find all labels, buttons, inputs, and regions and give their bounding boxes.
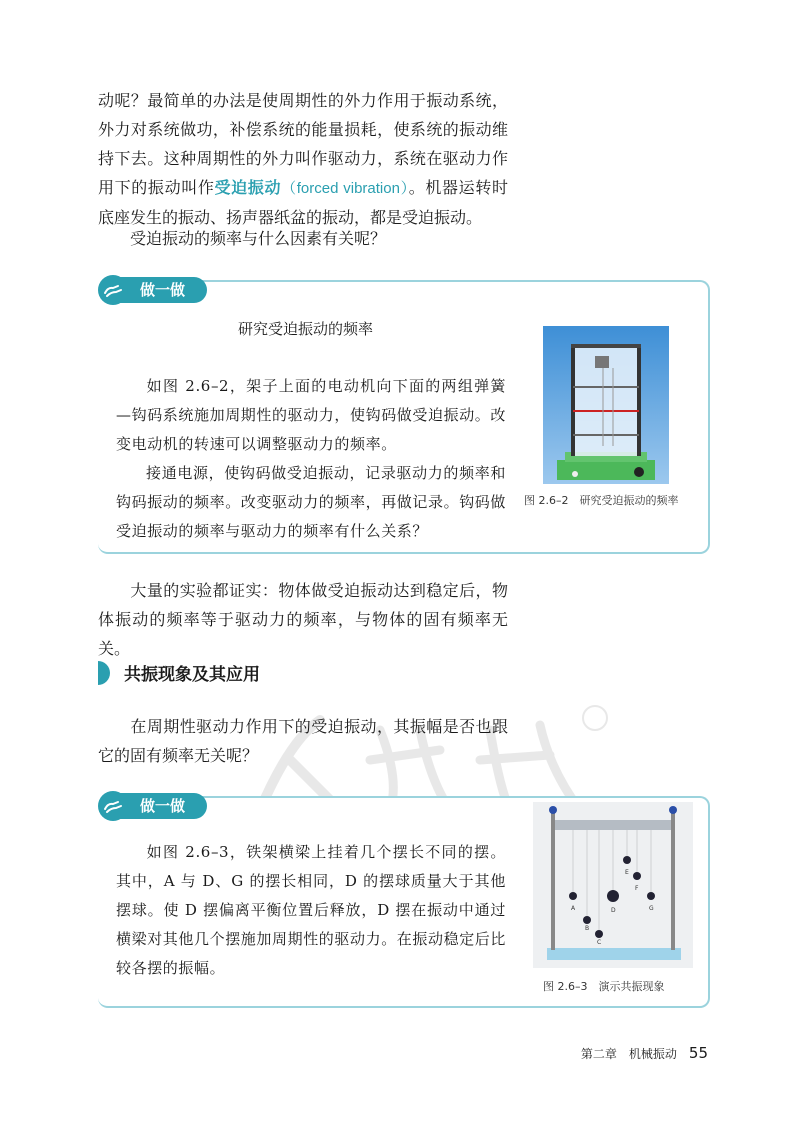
ball-label-g: G	[649, 905, 654, 912]
intro-text-after: 。机器运转时底座发生的振动、扬声器纸盆的振动，都是受迫振动。	[98, 178, 508, 227]
activity2-paragraph-1	[116, 838, 506, 983]
page-footer	[581, 1044, 708, 1062]
activity1-paragraph-1	[116, 372, 506, 459]
ball-label-e: E	[625, 869, 629, 876]
activity1-p2-text: 接通电源，使钩码做受迫振动，记录驱动力的频率和钩码振动的频率。改变驱动力的频率，再做记录。钩码做受迫振动的频率与驱动力的频率有什么关系？	[116, 464, 507, 540]
figure-2-6-2-caption: 图 2.6–2 研究受迫振动的频率	[524, 494, 679, 507]
intro-question	[98, 224, 508, 253]
activity2-p1-text: 如图 2.6–3，铁架横梁上挂着几个摆长不同的摆。其中，A 与 D、G 的摆长相同，D 的摆球质量大于其他摆球。使 D 摆偏离平衡位置后释放，D 摆在振动中通过横梁对其他几个摆施加周期性的驱动力。在振动稳定后比较各摆的振幅。	[116, 843, 507, 977]
spring-apparatus-photo	[543, 326, 669, 484]
activity-badge-1	[98, 276, 207, 304]
ball-label-f: F	[635, 885, 639, 892]
ball-label-c: C	[597, 939, 602, 946]
section-title: 共振现象及其应用	[124, 665, 260, 685]
term-english: （forced vibration）	[281, 180, 409, 197]
intro-text-before: 动呢？最简单的办法是使周期性的外力作用于振动系统，外力对系统做功，补偿系统的能量损耗，使系统的振动维持下去。这种周期性的外力叫作驱动力，系统在驱动力作用下的振动叫作	[98, 91, 508, 197]
ball-label-d: D	[611, 907, 616, 914]
activity1-paragraph-2	[116, 459, 506, 546]
activity-label-1: 做一做	[118, 277, 207, 303]
question2-paragraph	[98, 712, 508, 770]
conclusion-paragraph	[98, 576, 508, 663]
activity-badge-2	[98, 792, 207, 820]
activity1-p1-text: 如图 2.6–2，架子上面的电动机向下面的两组弹簧—钩码系统施加周期性的驱动力，使钩码做受迫振动。改变电动机的转速可以调整驱动力的频率。	[116, 377, 507, 453]
ball-label-a: A	[571, 905, 576, 912]
intro-paragraph	[98, 86, 508, 232]
pendulum-apparatus-photo	[533, 802, 693, 968]
activity-title-1: 研究受迫振动的频率	[238, 320, 374, 338]
conclusion-text: 大量的实验都证实：物体做受迫振动达到稳定后，物体振动的频率等于驱动力的频率，与物体的固有频率无关。	[98, 581, 508, 658]
hands-icon	[98, 275, 128, 305]
hands-icon	[98, 791, 128, 821]
chapter-title: 第二章 机械振动	[580, 1047, 677, 1061]
section-heading-resonance	[98, 660, 260, 685]
ball-label-b: B	[585, 925, 590, 932]
page-number: 55	[688, 1044, 708, 1062]
question2-text: 在周期性驱动力作用下的受迫振动，其振幅是否也跟它的固有频率无关呢？	[98, 717, 508, 765]
section-marker	[98, 661, 110, 685]
term-forced-vibration: 受迫振动	[214, 178, 282, 197]
figure-2-6-3-caption: 图 2.6–3 演示共振现象	[543, 980, 665, 993]
activity-label-2: 做一做	[118, 793, 207, 819]
intro-question-text: 受迫振动的频率与什么因素有关呢？	[130, 229, 387, 248]
